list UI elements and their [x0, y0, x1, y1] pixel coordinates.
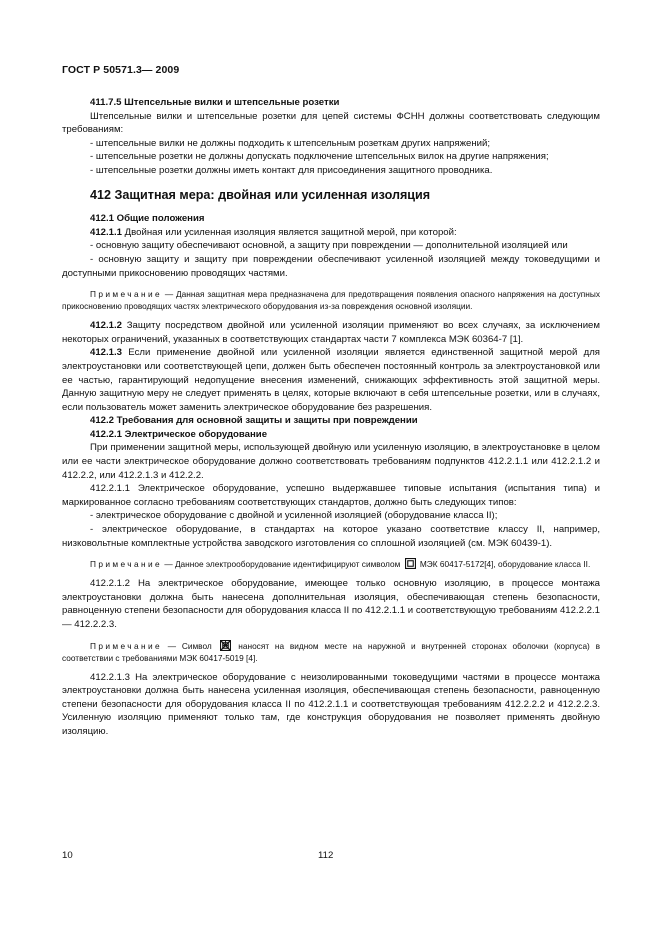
- paragraph-text: Защиту посредством двойной или усиленной изоляции применяют во всех случаях, за исключением некоторых ограничений, указанных в соответствующих стандартах части 7 комплекса МЭК 60364-7 [1].: [62, 320, 600, 345]
- note-text: — Данное электрооборудование идентифицируют символом: [162, 559, 403, 570]
- clause-number: 412.1.2: [90, 320, 123, 332]
- paragraph-text: Двойная или усиленная изоляция является защитной мерой, при которой:: [122, 226, 457, 238]
- page-number-left: 10: [62, 850, 73, 861]
- document-body: [62, 96, 600, 739]
- paragraph-412-2-1-1: 412.2.1.1 Электрическое оборудование, успешно выдержавшее типовые испытания (испытания типа) и маркированное согласно требованиям соответствующих стандартов, должно быть следующих типов:: [62, 483, 600, 508]
- section-412-title: 412 Защитная мера: двойная или усиленная изоляция: [90, 187, 431, 202]
- section-412-2-1-heading: 412.2.1 Электрическое оборудование: [90, 428, 268, 440]
- section-412-1-heading: 412.1 Общие положения: [90, 213, 205, 225]
- note-1: [62, 288, 600, 312]
- clause-number: 412.1.1: [90, 226, 123, 238]
- paragraph-412-1-3: [62, 346, 600, 414]
- paragraph-412-2-1-3: 412.2.1.3 На электрическое оборудование с неизолированными токоведущими частями в процессе монтажа электроустановки должна быть нанесена усиленная изоляция, обеспечивающая степень безопасности, равноценную степени безопасности для оборудования класса II по 412.2.1.1 и соответствующая требованиям 412.2.2.2 и 412.2.2.3. Усиленную изоляцию применяют только там, где конструкция оборудования не позволяет применять двойную изоляцию.: [62, 671, 600, 737]
- paragraph-412-1-1: [62, 226, 600, 240]
- note-text: наносят на видном месте на наружной и внутренней сторонах оболочки (корпуса) в соответствии с требованиями МЭК 60417-5019 [4].: [62, 640, 600, 663]
- section-411-7-5-intro: Штепсельные вилки и штепсельные розетки для цепей системы ФСНН должны соответствовать следующим требованиям:: [62, 110, 600, 136]
- section-411-7-5-heading: 411.7.5 Штепсельные вилки и штепсельные розетки: [90, 97, 340, 108]
- list-item: - основную защиту и защиту при повреждении обеспечивают усиленной изоляцией между токоведущими и доступными прикосновению проводящих частями.: [62, 253, 600, 279]
- prohibited-earthing-symbol-icon: [220, 640, 231, 651]
- note-label: Примечание: [90, 289, 163, 300]
- list-item: - электрическое оборудование, в стандартах на которое указано соответствие классу II, например, низковольтные комплектные устройства заводского изготовления со сплошной изоляцией (см. МЭК 60439-1).: [62, 524, 600, 549]
- paragraph-412-1-2: [62, 319, 600, 346]
- page-number-center: 112: [318, 850, 334, 861]
- section-412-2-heading: 412.2 Требования для основной защиты и защиты при повреждении: [90, 415, 418, 427]
- list-item: - штепсельные розетки не должны допускать подключение штепсельных вилок на другие напряжения;: [90, 151, 549, 163]
- note-2: [62, 558, 600, 570]
- note-label: Примечание: [90, 559, 163, 570]
- paragraph-412-2-1-2: 412.2.1.2 На электрическое оборудование, имеющее только основную изоляцию, в процессе монтажа электроустановки должна быть нанесена дополнительная изоляция, обеспечивающая степень безопасности, равноценную степени безопасности для оборудования класса II по 412.2.1.1 и соответствующую требованиям 412.2.2.1— 412.2.2.3.: [62, 578, 600, 630]
- note-text: — Символ: [162, 640, 218, 651]
- list-item: - штепсельные вилки не должны подходить к штепсельным розеткам других напряжений;: [90, 137, 491, 149]
- list-item: - штепсельные розетки должны иметь контакт для присоединения защитного проводника.: [90, 164, 493, 176]
- note-3: [62, 640, 600, 664]
- standard-header: ГОСТ Р 50571.3— 2009: [62, 64, 180, 76]
- list-item: - основную защиту обеспечивают основной, а защиту при повреждении — дополнительной изоляцией или: [90, 240, 568, 252]
- note-text: — Данная защитная мера предназначена для предотвращения появления опасного напряжения на доступных прикосновению проводящих частях электрического оборудования из-за повреждения основной изоляции.: [62, 289, 600, 312]
- class-ii-symbol-icon: [405, 558, 416, 569]
- note-text: МЭК 60417-5172[4], оборудование класса II.: [417, 559, 591, 570]
- paragraph-text: Если применение двойной или усиленной изоляции является единственной защитной мерой для электроустановки или соответствующей цепи, должен быть обеспечен постоянный контроль за электроустановкой или ее частью, гарантирующий недопущение внесения изменений, снижающих эффективность этой защитной меры. Данную защитную меру не следует применять в целях, которые включают в себя штепсельные розетки, или в случаях, если пользователь может заменить электрическое оборудование без разрешения.: [62, 347, 600, 413]
- paragraph-412-2-1: При применении защитной меры, использующей двойную или усиленную изоляцию, в электроустановке в целом или ее части электрическое оборудование должно соответствовать требованиям подпунктов 412.2.1.1 или 412.2.1.2 и 412.2.2, или 412.2.1.3 и 412.2.2.: [62, 442, 600, 481]
- clause-number: 412.1.3: [90, 347, 123, 359]
- list-item: - электрическое оборудование с двойной и усиленной изоляцией (оборудование класса II);: [90, 510, 498, 522]
- note-label: Примечание: [90, 640, 163, 651]
